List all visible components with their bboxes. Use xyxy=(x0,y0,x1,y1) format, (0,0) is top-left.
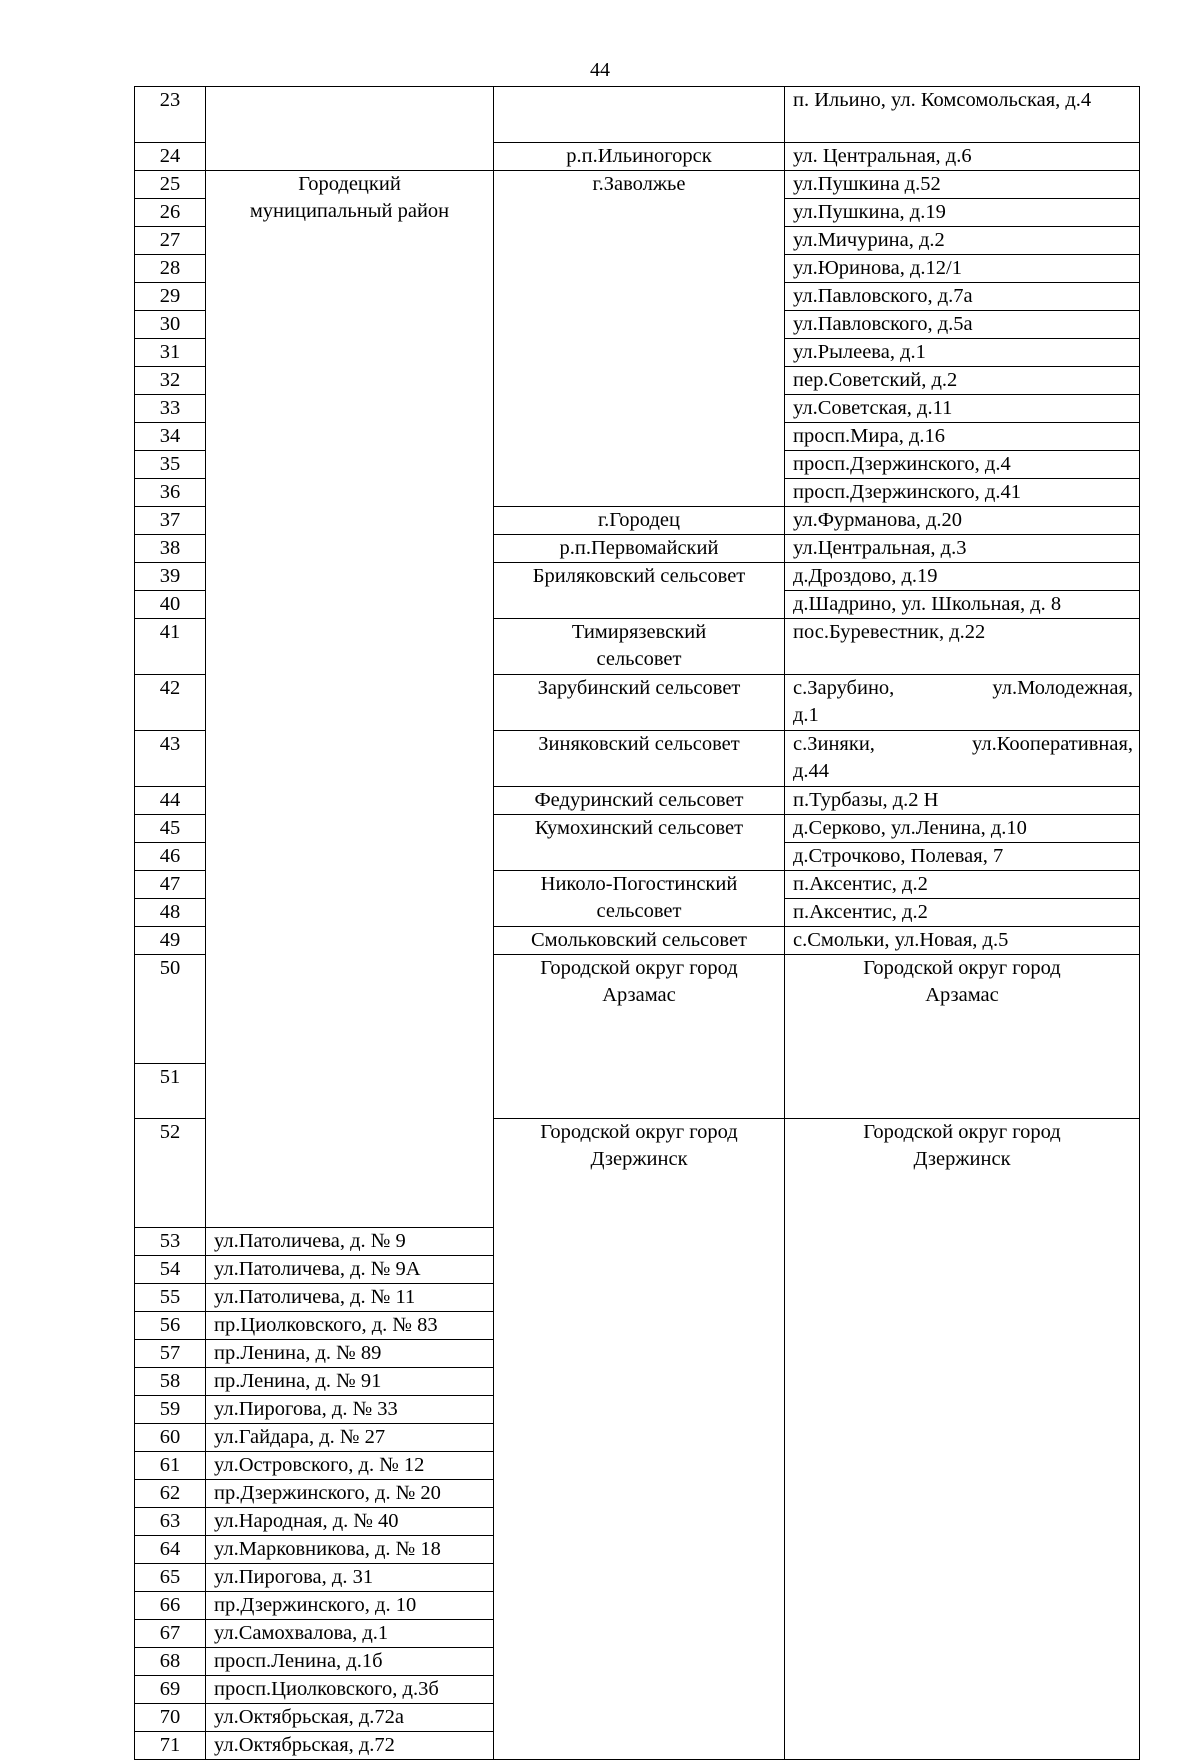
row-number: 27 xyxy=(135,227,206,255)
settlement-cell: р.п.Первомайский xyxy=(494,535,785,563)
table-row xyxy=(135,87,1140,143)
district-name-line: Арзамас xyxy=(602,984,676,1006)
row-number: 40 xyxy=(135,591,206,619)
settlement-cell xyxy=(494,619,785,675)
row-number: 58 xyxy=(135,1368,206,1396)
address-cell: ул.Островского, д. № 12 xyxy=(206,1452,494,1480)
row-number: 66 xyxy=(135,1592,206,1620)
settlement-name-line: Тимирязевский xyxy=(571,621,707,643)
address-cell: ул.Марковникова, д. № 18 xyxy=(206,1536,494,1564)
row-number: 63 xyxy=(135,1508,206,1536)
row-number: 67 xyxy=(135,1620,206,1648)
address-cell: пр.Дзержинского, д. 10 xyxy=(206,1592,494,1620)
address-part: ул.Кооперативная, xyxy=(972,733,1133,755)
row-number: 34 xyxy=(135,423,206,451)
settlement-cell: Кумохинский сельсовет xyxy=(494,815,785,871)
row-number: 62 xyxy=(135,1480,206,1508)
row-number: 54 xyxy=(135,1256,206,1284)
row-number: 52 xyxy=(135,1119,206,1228)
settlement-cell: г.Заволжье xyxy=(494,171,785,507)
row-number: 43 xyxy=(135,731,206,787)
row-number: 28 xyxy=(135,255,206,283)
row-number: 41 xyxy=(135,619,206,675)
address-cell: пр.Дзержинского, д. № 20 xyxy=(206,1480,494,1508)
address-table xyxy=(134,86,1140,1760)
row-number: 64 xyxy=(135,1536,206,1564)
address-cell: ул.Центральная, д.3 xyxy=(785,535,1140,563)
district-name-line: Городецкий xyxy=(298,173,401,195)
address-cell: ул.Павловского, д.5а xyxy=(785,311,1140,339)
row-number: 60 xyxy=(135,1424,206,1452)
address-cell: ул.Пушкина д.52 xyxy=(785,171,1140,199)
address-cell: пр.Ленина, д. № 91 xyxy=(206,1368,494,1396)
address-cell: с.Смольки, ул.Новая, д.5 xyxy=(785,927,1140,955)
address-cell: просп.Мира, д.16 xyxy=(785,423,1140,451)
address-cell: ул.Октябрьская, д.72а xyxy=(206,1704,494,1732)
address-part: д.1 xyxy=(793,704,819,726)
address-cell: ул.Пирогова, д. 31 xyxy=(206,1564,494,1592)
row-number: 56 xyxy=(135,1312,206,1340)
row-number: 51 xyxy=(135,1064,206,1119)
row-number: 44 xyxy=(135,787,206,815)
address-cell: ул.Мичурина, д.2 xyxy=(785,227,1140,255)
table-row xyxy=(135,171,1140,199)
address-cell: ул.Патоличева, д. № 9А xyxy=(206,1256,494,1284)
row-number: 25 xyxy=(135,171,206,199)
settlement-cell: Зиняковский сельсовет xyxy=(494,731,785,787)
row-number: 45 xyxy=(135,815,206,843)
settlement-cell xyxy=(494,87,785,143)
row-number: 35 xyxy=(135,451,206,479)
district-name-line: Дзержинск xyxy=(590,1148,688,1170)
row-number: 57 xyxy=(135,1340,206,1368)
address-cell: ул.Советская, д.11 xyxy=(785,395,1140,423)
address-cell: просп.Дзержинского, д.41 xyxy=(785,479,1140,507)
settlement-cell xyxy=(785,1119,1140,1760)
row-number: 49 xyxy=(135,927,206,955)
address-cell: д.Серково, ул.Ленина, д.10 xyxy=(785,815,1140,843)
address-cell: ул.Юринова, д.12/1 xyxy=(785,255,1140,283)
row-number: 46 xyxy=(135,843,206,871)
district-cell xyxy=(206,87,494,171)
row-number: 23 xyxy=(135,87,206,143)
row-number: 38 xyxy=(135,535,206,563)
row-number: 31 xyxy=(135,339,206,367)
row-number: 24 xyxy=(135,143,206,171)
address-cell: ул.Фурманова, д.20 xyxy=(785,507,1140,535)
row-number: 37 xyxy=(135,507,206,535)
address-cell: п.Аксентис, д.2 xyxy=(785,871,1140,899)
row-number: 36 xyxy=(135,479,206,507)
row-number: 48 xyxy=(135,899,206,927)
settlement-cell: Бриляковский сельсовет xyxy=(494,563,785,619)
address-cell: ул.Самохвалова, д.1 xyxy=(206,1620,494,1648)
row-number: 71 xyxy=(135,1732,206,1760)
settlement-name-line: Дзержинск xyxy=(913,1148,1011,1170)
row-number: 70 xyxy=(135,1704,206,1732)
address-cell xyxy=(785,731,1140,787)
row-number: 42 xyxy=(135,675,206,731)
address-cell: пос.Буревестник, д.22 xyxy=(785,619,1140,675)
address-cell: д.Строчково, Полевая, 7 xyxy=(785,843,1140,871)
row-number: 30 xyxy=(135,311,206,339)
settlement-cell: р.п.Ильиногорск xyxy=(494,143,785,171)
settlement-name-line: Арзамас xyxy=(925,984,999,1006)
district-cell xyxy=(494,955,785,1119)
address-cell: ул.Рылеева, д.1 xyxy=(785,339,1140,367)
row-number: 39 xyxy=(135,563,206,591)
settlement-cell xyxy=(785,955,1140,1119)
address-cell: п.Турбазы, д.2 Н xyxy=(785,787,1140,815)
address-cell: просп.Дзержинского, д.4 xyxy=(785,451,1140,479)
row-number: 59 xyxy=(135,1396,206,1424)
settlement-cell: Федуринский сельсовет xyxy=(494,787,785,815)
address-cell: ул.Октябрьская, д.72 xyxy=(206,1732,494,1760)
district-name-line: Городской округ город xyxy=(540,957,738,979)
address-cell: п. Ильино, ул. Комсомольская, д.4 xyxy=(785,87,1140,143)
row-number: 50 xyxy=(135,955,206,1064)
address-cell xyxy=(785,675,1140,731)
address-cell: ул.Пирогова, д. № 33 xyxy=(206,1396,494,1424)
row-number: 55 xyxy=(135,1284,206,1312)
address-part: ул.Молодежная, xyxy=(992,677,1133,699)
settlement-name-line: Городской округ город xyxy=(863,957,1061,979)
address-cell: ул. Центральная, д.6 xyxy=(785,143,1140,171)
address-cell: пр.Ленина, д. № 89 xyxy=(206,1340,494,1368)
settlement-cell xyxy=(494,871,785,927)
district-cell xyxy=(494,1119,785,1760)
settlement-name-line: сельсовет xyxy=(596,900,682,922)
settlement-name-line: сельсовет xyxy=(596,648,682,670)
district-name-line: муниципальный район xyxy=(249,200,450,222)
address-cell: д.Шадрино, ул. Школьная, д. 8 xyxy=(785,591,1140,619)
settlement-name-line: Николо-Погостинский xyxy=(540,873,738,895)
district-cell xyxy=(206,171,494,1228)
address-cell: ул.Пушкина, д.19 xyxy=(785,199,1140,227)
settlement-cell: Зарубинский сельсовет xyxy=(494,675,785,731)
address-cell: ул.Гайдара, д. № 27 xyxy=(206,1424,494,1452)
settlement-cell: Смольковский сельсовет xyxy=(494,927,785,955)
row-number: 29 xyxy=(135,283,206,311)
address-cell: ул.Патоличева, д. № 11 xyxy=(206,1284,494,1312)
row-number: 68 xyxy=(135,1648,206,1676)
row-number: 47 xyxy=(135,871,206,899)
page-number: 44 xyxy=(590,59,610,81)
row-number: 61 xyxy=(135,1452,206,1480)
address-part: с.Зарубино, xyxy=(793,677,895,699)
row-number: 26 xyxy=(135,199,206,227)
row-number: 53 xyxy=(135,1228,206,1256)
district-name-line: Городской округ город xyxy=(540,1121,738,1143)
address-part: д.44 xyxy=(793,760,830,782)
settlement-cell: г.Городец xyxy=(494,507,785,535)
address-cell: пер.Советский, д.2 xyxy=(785,367,1140,395)
address-cell: пр.Циолковского, д. № 83 xyxy=(206,1312,494,1340)
address-cell: ул.Народная, д. № 40 xyxy=(206,1508,494,1536)
address-part: с.Зиняки, xyxy=(793,733,875,755)
row-number: 32 xyxy=(135,367,206,395)
row-number: 33 xyxy=(135,395,206,423)
address-cell: д.Дроздово, д.19 xyxy=(785,563,1140,591)
address-cell: просп.Ленина, д.1б xyxy=(206,1648,494,1676)
address-cell: п.Аксентис, д.2 xyxy=(785,899,1140,927)
address-cell: ул.Патоличева, д. № 9 xyxy=(206,1228,494,1256)
address-cell: просп.Циолковского, д.3б xyxy=(206,1676,494,1704)
row-number: 65 xyxy=(135,1564,206,1592)
address-cell: ул.Павловского, д.7а xyxy=(785,283,1140,311)
settlement-name-line: Городской округ город xyxy=(863,1121,1061,1143)
row-number: 69 xyxy=(135,1676,206,1704)
